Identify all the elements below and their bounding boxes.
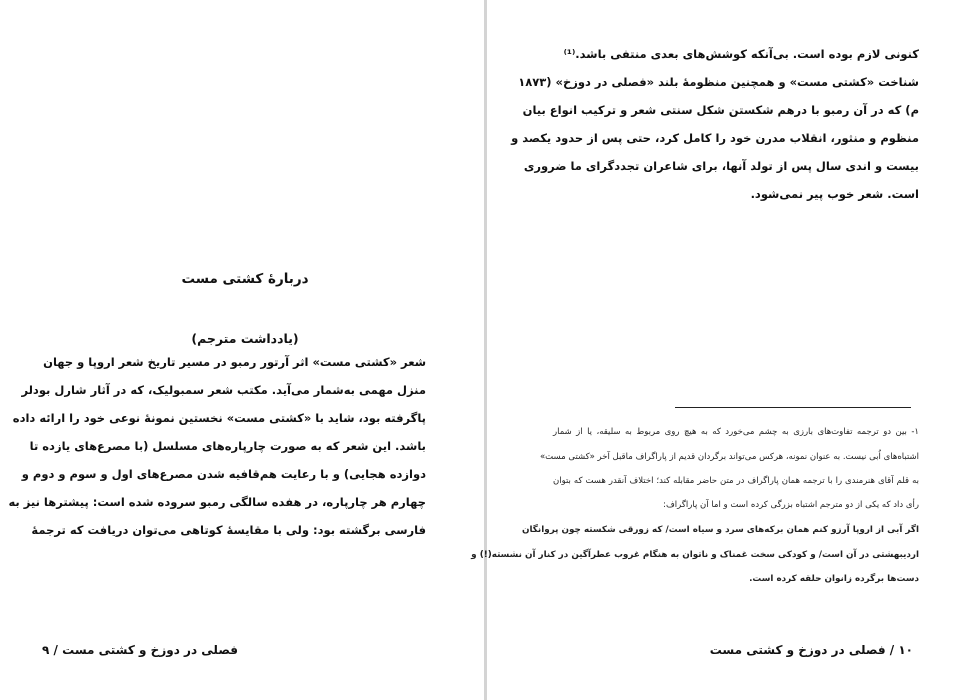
body-line: منظوم و منثور، انقلاب مدرن خود را کامل کرد، حتی پس از حدود یکصد و bbox=[511, 131, 919, 145]
footnote-line: رأی داد که یکی از دو مترجم اشتباه بزرگی کرده است و اما آن پاراگراف: bbox=[663, 500, 919, 510]
page-footer: ۱۰ / فصلی در دوزخ و کشتی مست bbox=[709, 643, 913, 657]
section-title: دربارهٔ کشتی مست bbox=[181, 271, 309, 287]
footnote-quote-line: اردیبهشتی در آن است/ و کودکی سخت غمناک و ناتوان به هنگام غروب عطرآگین در کنار آن نشسته(!) و bbox=[471, 550, 919, 560]
body-line: شعر «کشتی مست» اثر آرتور رمبو در مسیر تاریخ شعر اروپا و جهان bbox=[43, 355, 426, 369]
right-page bbox=[471, 0, 973, 700]
body-line: باشد. این شعر که به صورت چارپاره‌های مسلسل (با مصرع‌های یازده تا bbox=[29, 439, 426, 453]
footnote-line: اشتباه‌های اُبی نیست. به عنوان نمونه، هرکس می‌تواند برگردان قدیم از پاراگراف ماقبل آخر «کشتی مست» bbox=[539, 452, 919, 462]
body-line: دوازده هجایی) و با رعایت هم‌قافیه شدن مصرع‌های اول و سوم و دوم و bbox=[21, 467, 426, 481]
footnote-divider bbox=[675, 407, 911, 408]
footnote-line: به قلم آقای هنرمندی را با ترجمه همان پاراگراف در متن حاضر مقابله کند؛ اختلاف آنقدر هست که بتوان bbox=[553, 476, 919, 486]
footnote-quote-line: دست‌ها برگرده زانوان حلقه کرده است. bbox=[749, 574, 919, 584]
body-line: کنونی لازم بوده است. بی‌آنکه کوشش‌های بعدی منتفی باشد.⁽¹⁾ bbox=[563, 47, 919, 61]
body-line: چهارم هر چارپاره، در هفده سالگی رمبو سروده شده است: پیشترها نیز به bbox=[8, 495, 426, 509]
body-line: بیست و اندی سال پس از تولد آنها، برای شاعران تجددگرای ما ضروری bbox=[523, 159, 919, 173]
footnote-quote-line: اگر آبی از اروپا آرزو کنم همان برکه‌های سرد و سیاه است/ که زورقی شکسته چون پروانگان bbox=[521, 525, 919, 535]
body-line: فارسی برگشته بود: ولی با مقایسهٔ کوتاهی می‌توان دریافت که ترجمهٔ bbox=[31, 523, 426, 537]
body-line: م) که در آن رمبو با درهم شکستن شکل سنتی شعر و ترکیب انواع بیان bbox=[522, 103, 919, 117]
left-page bbox=[0, 0, 486, 700]
body-line: پاگرفته بود، شاید با «کشتی مست» نخستین نمونهٔ نوعی خود را ارائه داده bbox=[12, 411, 426, 425]
section-subtitle: (یادداشت مترجم) bbox=[191, 331, 299, 346]
book-gutter bbox=[484, 0, 487, 700]
body-line: شناخت «کشتی مست» و همچنین منظومهٔ بلند «فصلی در دوزخ» (۱۸۷۳ bbox=[518, 75, 919, 89]
page-footer: فصلی در دوزخ و کشتی مست / ۹ bbox=[42, 643, 238, 657]
footnote-line: ۱- بین دو ترجمه تفاوت‌های بارزی به چشم می‌خورد که به هیچ روی مربوط به سلیقه، یا از شمار bbox=[553, 427, 919, 437]
body-line: است. شعر خوب پیر نمی‌شود. bbox=[750, 187, 919, 201]
body-line: منزل مهمی به‌شمار می‌آید. مکتب شعر سمبولیک، که در آثار شارل بودلر bbox=[21, 383, 426, 397]
